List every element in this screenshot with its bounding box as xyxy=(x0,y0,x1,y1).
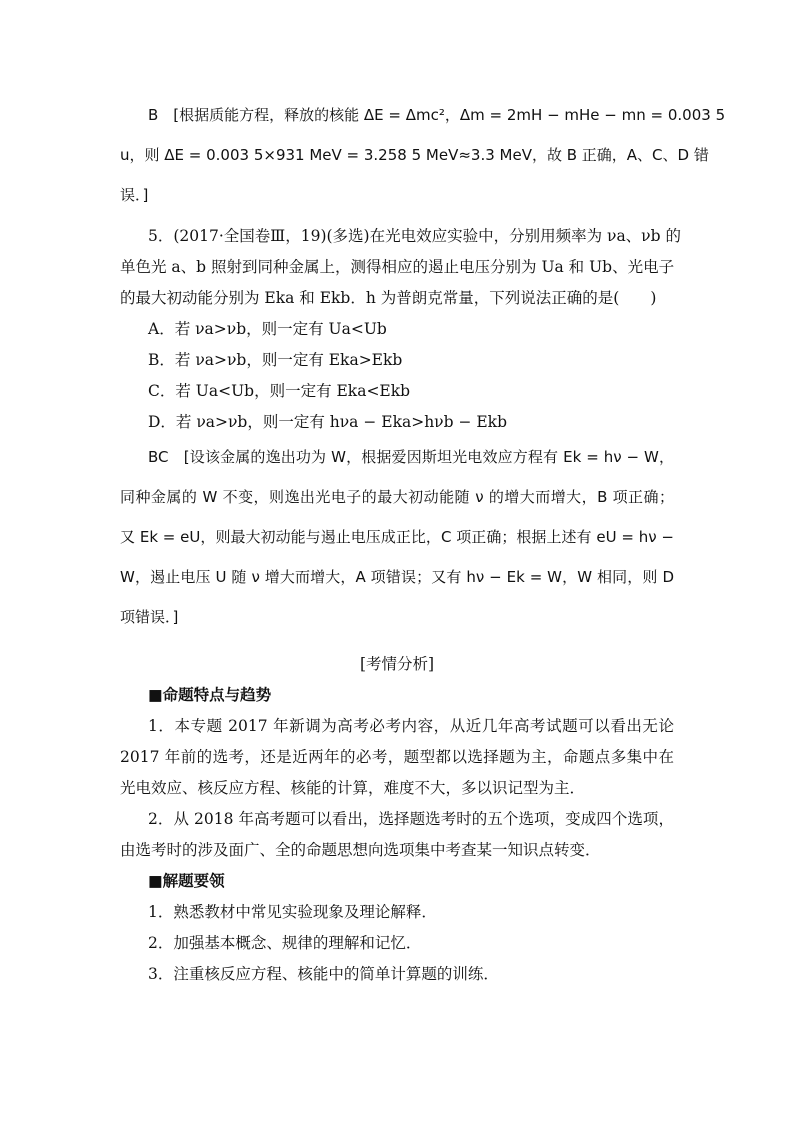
answer5-line2: 同种金属的 W 不变，则逸出光电子的最大初动能随 ν 的增大而增大，B 项正确； xyxy=(120,488,674,506)
tip-item: 1．熟悉教材中常见实验现象及理论解释． xyxy=(148,903,437,921)
option-c: C．若 Ua<Ub，则一定有 Eka<Ekb xyxy=(148,382,411,400)
option-d: D．若 νa>νb，则一定有 hνa − Eka>hνb − Ekb xyxy=(148,413,507,431)
answer5-line3: 又 Ek = eU，则最大初动能与遏止电压成正比，C 项正确；根据上述有 eU = hν − xyxy=(120,528,674,546)
analysis-p2-line1: 2．从 2018 年高考题可以看出，选择题选考时的五个选项，变成四个选项， xyxy=(148,810,674,828)
analysis-heading: [考情分析] xyxy=(359,655,435,673)
question5-line2: 单色光 a、b 照射到同种金属上，测得相应的遏止电压分别为 Ua 和 Ub、光电子 xyxy=(120,258,675,276)
answer4-line3: 误．] xyxy=(120,186,149,204)
answer5-line5: 项错误．] xyxy=(120,608,179,626)
answer5-line4: W，遏止电压 U 随 ν 增大而增大，A 项错误；又有 hν − Ek = W，W 相同，则 D xyxy=(120,568,674,586)
option-a: A．若 νa>νb，则一定有 Ua<Ub xyxy=(148,320,387,338)
option-b: B．若 νa>νb，则一定有 Eka>Ekb xyxy=(148,351,403,369)
tip-item: 2．加强基本概念、规律的理解和记忆． xyxy=(148,934,422,952)
section-title-trends: ■命题特点与趋势 xyxy=(148,685,272,704)
analysis-p2-line2: 由选考时的涉及面广、全的命题思想向选项集中考查某一知识点转变． xyxy=(120,841,601,859)
answer4-line1: B [根据质能方程，释放的核能 ΔE = Δmc²，Δm = 2mH − mHe − mn = 0.003 5 xyxy=(148,106,726,124)
answer5-line1: BC [设该金属的逸出功为 W，根据爱因斯坦光电效应方程有 Ek = hν − W， xyxy=(148,448,674,466)
tip-item: 3．注重核反应方程、核能中的简单计算题的训练． xyxy=(148,965,499,983)
analysis-p1-line2: 2017 年前的选考，还是近两年的必考，题型都以选择题为主，命题点多集中在 xyxy=(120,748,674,766)
answer4-line2: u，则 ΔE = 0.003 5×931 MeV = 3.258 5 MeV≈3.3 MeV，故 B 正确，A、C、D 错 xyxy=(120,146,709,164)
section-title-tips: ■解题要领 xyxy=(148,871,225,890)
question5-line1: 5．(2017·全国卷Ⅲ，19)(多选)在光电效应实验中，分别用频率为 νa、νb 的 xyxy=(148,227,681,245)
analysis-p1-line3: 光电效应、核反应方程、核能的计算，难度不大，多以识记型为主． xyxy=(120,779,586,797)
question5-line3: 的最大初动能分别为 Eka 和 Ekb．h 为普朗克常量，下列说法正确的是( ) xyxy=(120,289,657,307)
analysis-p1-line1: 1．本专题 2017 年新调为高考必考内容，从近几年高考试题可以看出无论 xyxy=(148,717,674,735)
